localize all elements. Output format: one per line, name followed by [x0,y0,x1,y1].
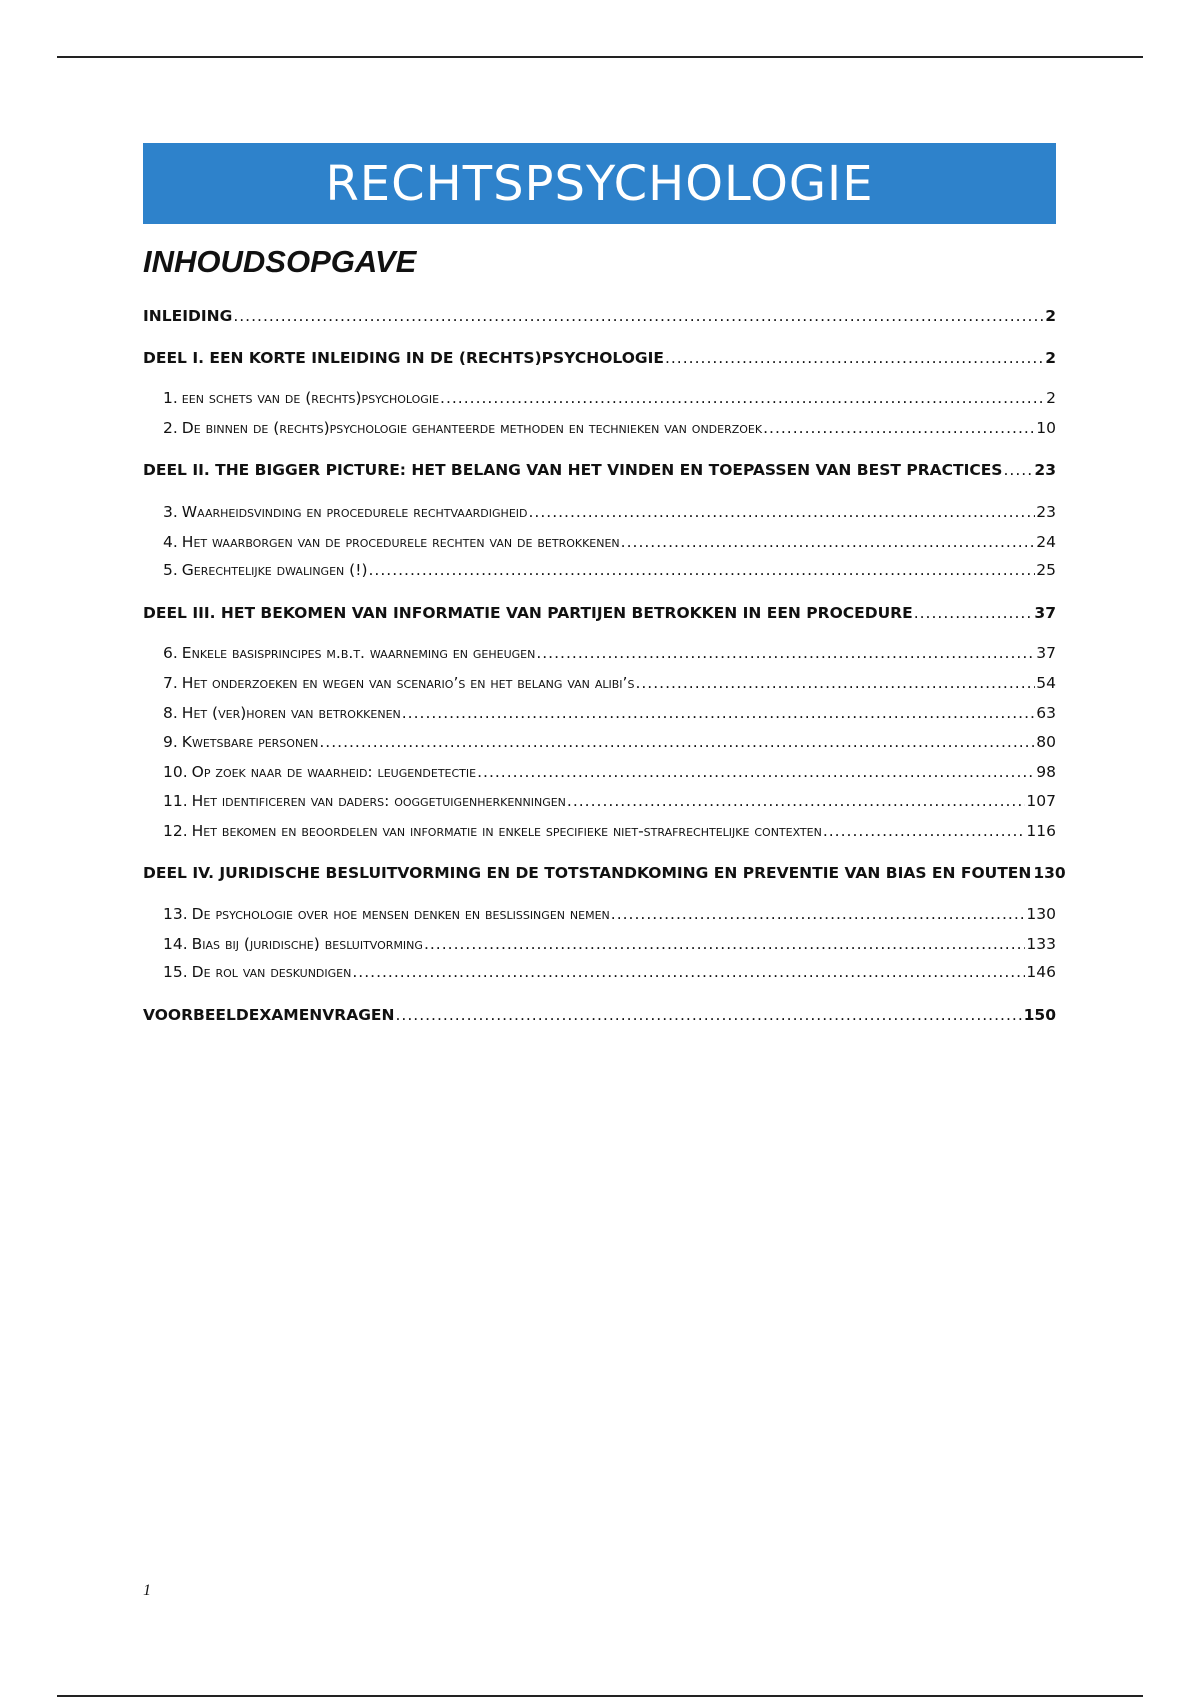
toc-leader [233,307,1044,325]
toc-entry-number: 13. [163,905,188,923]
toc-entry-label [163,674,634,692]
toc-entry-page: 10 [1036,419,1056,437]
toc-entry-title: Het bekomen en beoordelen van informatie in enkele specifieke niet-strafrechtelijke contexten [191,822,822,840]
toc-entry-page: 150 [1023,1006,1056,1024]
toc-entry-label [163,963,351,981]
toc-entry-title: een schets van de (rechts)psychologie [181,389,440,407]
toc-entry-page: 146 [1026,963,1056,981]
toc-entry-chapter-5[interactable] [163,561,1056,579]
toc-entry-chapter-12[interactable] [163,822,1056,840]
toc-heading: INHOUDSOPGAVE [143,244,417,279]
toc-entry-title: Het (ver)horen van betrokkenen [181,704,401,722]
toc-entry-page: 2 [1045,349,1056,367]
toc-entry-title: De binnen de (rechts)psychologie gehanteerde methoden en technieken van onderzoek [181,419,763,437]
toc-entry-page: 98 [1036,763,1056,781]
toc-entry-page: 23 [1036,503,1056,521]
toc-entry-title: Het identificeren van daders: ooggetuigenherkenningen [191,792,566,810]
toc-entry-page: 23 [1034,461,1056,479]
footer-rule [57,1695,1143,1697]
toc-entry-number: 8. [163,704,178,722]
toc-leader [352,963,1025,981]
toc-entry-deel-4[interactable] [143,864,1066,882]
toc-entry-chapter-1[interactable] [163,389,1056,407]
toc-entry-label [163,822,822,840]
toc-entry-page: 80 [1036,733,1056,751]
toc-entry-chapter-10[interactable] [163,763,1056,781]
toc-entry-label [163,561,368,579]
toc-entry-number: 3. [163,503,178,521]
toc-entry-inleiding[interactable] [143,307,1056,325]
toc-entry-page: 2 [1045,307,1056,325]
toc-entry-page: 54 [1036,674,1056,692]
toc-entry-number: 9. [163,733,178,751]
toc-entry-voorbeeldexamenvragen[interactable] [143,1006,1056,1024]
toc-entry-number: 5. [163,561,178,579]
toc-entry-number: 7. [163,674,178,692]
toc-leader [319,733,1035,751]
toc-entry-label [163,763,476,781]
toc-entry-page: 2 [1046,389,1056,407]
toc-leader [528,503,1035,521]
toc-entry-page: 133 [1026,935,1056,953]
toc-entry-label: DEEL IV. JURIDISCHE BESLUITVORMING EN DE TOTSTANDKOMING EN PREVENTIE VAN BIAS EN FOUTEN [143,864,1032,882]
toc-entry-page: 63 [1036,704,1056,722]
toc-entry-page: 130 [1026,905,1056,923]
toc-entry-chapter-2[interactable] [163,419,1056,437]
toc-leader [823,822,1026,840]
toc-entry-deel-1[interactable] [143,349,1056,367]
toc-entry-label: INLEIDING [143,307,233,325]
toc-entry-number: 14. [163,935,188,953]
toc-entry-page: 24 [1036,533,1056,551]
toc-entry-title: Het waarborgen van de procedurele rechten van de betrokkenen [181,533,620,551]
toc-entry-number: 11. [163,792,188,810]
toc-entry-chapter-11[interactable] [163,792,1056,810]
toc-entry-number: 4. [163,533,178,551]
toc-entry-title: Het onderzoeken en wegen van scenario’s en het belang van alibi’s [181,674,635,692]
toc-entry-title: Kwetsbare personen [181,733,319,751]
toc-entry-chapter-3[interactable] [163,503,1056,521]
toc-leader [621,533,1036,551]
toc-entry-number: 15. [163,963,188,981]
toc-entry-page: 130 [1033,864,1066,882]
toc-leader [402,704,1036,722]
toc-entry-number: 12. [163,822,188,840]
toc-entry-label [163,389,439,407]
document-title-banner [143,143,1056,224]
toc-leader [635,674,1035,692]
toc-leader [424,935,1025,953]
toc-entry-label: DEEL I. EEN KORTE INLEIDING IN DE (RECHTS)PSYCHOLOGIE [143,349,664,367]
toc-entry-title: Waarheidsvinding en procedurele rechtvaardigheid [181,503,528,521]
toc-leader [369,561,1036,579]
toc-entry-label: DEEL II. THE BIGGER PICTURE: HET BELANG VAN HET VINDEN EN TOEPASSEN VAN BEST PRACTICES [143,461,1003,479]
toc-entry-title: Enkele basisprincipes m.b.t. waarneming en geheugen [181,644,536,662]
toc-entry-title: De rol van deskundigen [191,963,352,981]
toc-entry-label [163,533,620,551]
toc-entry-page: 107 [1026,792,1056,810]
toc-entry-chapter-13[interactable] [163,905,1056,923]
toc-entry-title: Bias bij (juridische) besluitvorming [191,935,423,953]
toc-entry-chapter-15[interactable] [163,963,1056,981]
toc-leader [440,389,1045,407]
toc-entry-page: 37 [1034,604,1056,622]
toc-leader [477,763,1035,781]
toc-leader [665,349,1044,367]
toc-entry-title: De psychologie over hoe mensen denken en beslissingen nemen [191,905,610,923]
toc-entry-deel-3[interactable] [143,604,1056,622]
toc-entry-title: Gerechtelijke dwalingen (!) [181,561,368,579]
toc-entry-number: 6. [163,644,178,662]
toc-entry-chapter-7[interactable] [163,674,1056,692]
toc-entry-chapter-4[interactable] [163,533,1056,551]
toc-leader [763,419,1035,437]
toc-leader [536,644,1035,662]
toc-entry-label [163,792,566,810]
toc-entry-label: VOORBEELDEXAMENVRAGEN [143,1006,395,1024]
toc-leader [914,604,1034,622]
toc-leader [567,792,1026,810]
toc-entry-number: 1. [163,389,178,407]
toc-entry-chapter-6[interactable] [163,644,1056,662]
toc-entry-chapter-14[interactable] [163,935,1056,953]
toc-entry-label [163,419,762,437]
toc-entry-number: 10. [163,763,188,781]
toc-entry-label [163,644,535,662]
toc-entry-label [163,935,423,953]
toc-leader [1003,461,1033,479]
toc-entry-number: 2. [163,419,178,437]
toc-entry-page: 25 [1036,561,1056,579]
header-rule [57,56,1143,58]
toc-entry-chapter-9[interactable] [163,733,1056,751]
toc-entry-deel-2[interactable] [143,461,1056,479]
toc-entry-label [163,733,318,751]
toc-leader [611,905,1026,923]
toc-entry-title: Op zoek naar de waarheid: leugendetectie [191,763,477,781]
toc-leader [395,1006,1022,1024]
toc-entry-label [163,704,401,722]
toc-entry-page: 116 [1026,822,1056,840]
page-number: 1 [143,1582,151,1599]
toc-entry-chapter-8[interactable] [163,704,1056,722]
toc-entry-label [163,905,610,923]
document-title: RECHTSPSYCHOLOGIE [325,155,874,212]
toc-entry-page: 37 [1036,644,1056,662]
toc-entry-label: DEEL III. HET BEKOMEN VAN INFORMATIE VAN PARTIJEN BETROKKEN IN EEN PROCEDURE [143,604,913,622]
toc-entry-label [163,503,527,521]
